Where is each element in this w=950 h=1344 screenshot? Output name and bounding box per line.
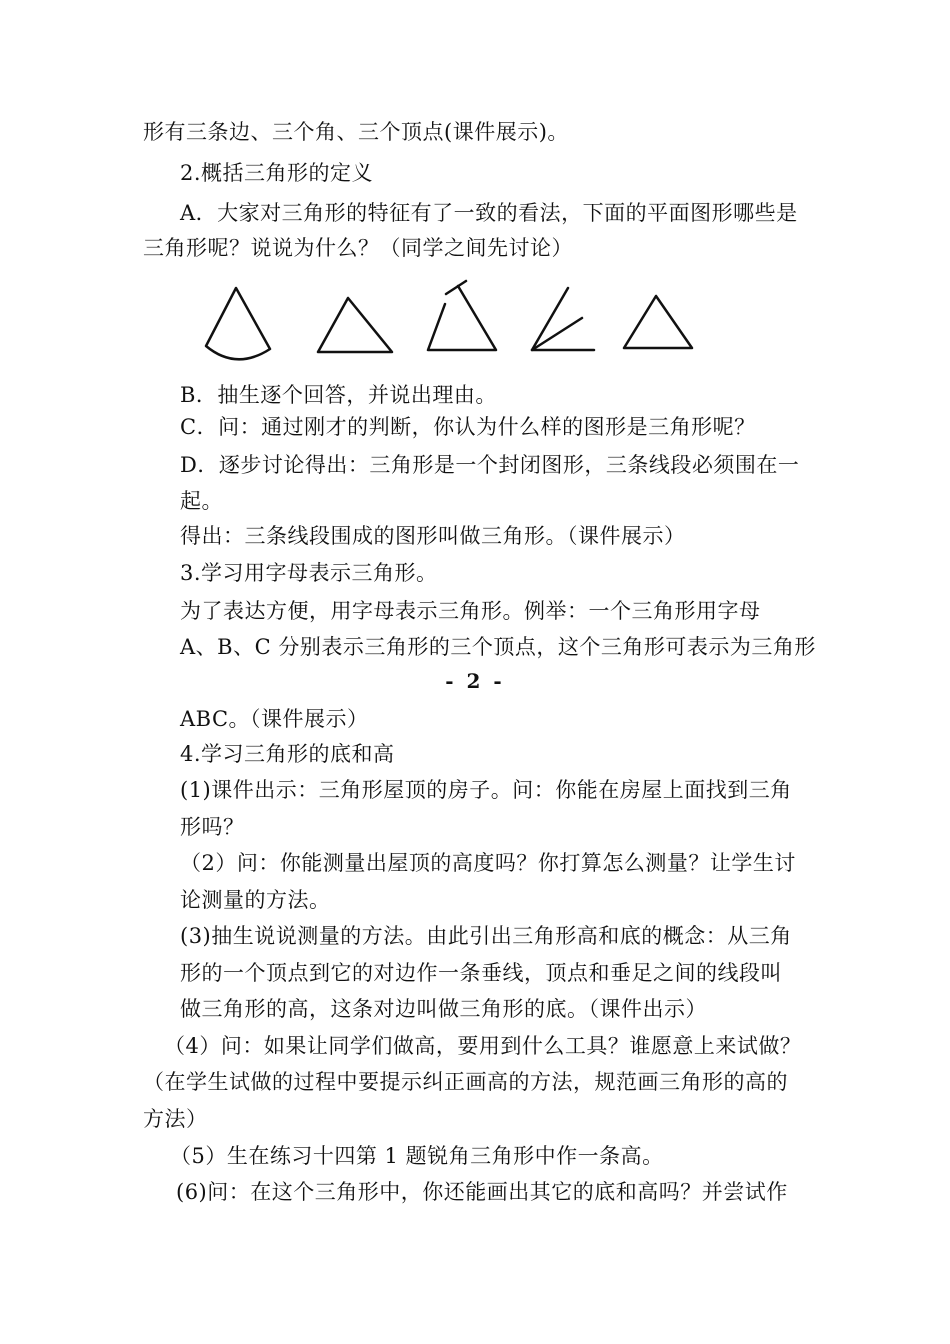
- text-line: 形有三条边、三个角、三个顶点(课件展示)。: [143, 120, 569, 144]
- angle-shape: [532, 288, 594, 350]
- shapes-figure: [196, 276, 706, 366]
- text-line: （2）问：你能测量出屋顶的高度吗？你打算怎么测量？让学生讨: [180, 851, 796, 875]
- text-line: A、B、C 分别表示三角形的三个顶点，这个三角形可表示为三角形: [180, 635, 816, 659]
- section-heading: 2.概括三角形的定义: [180, 161, 374, 185]
- text-line: (6)问：在这个三角形中，你还能画出其它的底和高吗？并尝试作: [176, 1180, 788, 1204]
- page-number: - 2 -: [445, 669, 505, 693]
- text-line: 起。: [180, 489, 223, 513]
- text-line: （5）生在练习十四第 1 题锐角三角形中作一条高。: [170, 1144, 664, 1168]
- text-line: （在学生试做的过程中要提示纠正画高的方法，规范画三角形的高的: [143, 1070, 788, 1094]
- text-line: 得出：三条线段围成的图形叫做三角形。（课件展示）: [180, 524, 686, 548]
- text-line: 做三角形的高，这条对边叫做三角形的底。（课件出示）: [180, 997, 707, 1021]
- sector-shape: [206, 288, 270, 359]
- text-line: D．逐步讨论得出：三角形是一个封闭图形，三条线段必须围在一: [180, 453, 800, 477]
- section-heading: 4.学习三角形的底和高: [180, 742, 395, 766]
- text-line: (1)课件出示：三角形屋顶的房子。问：你能在房屋上面找到三角: [180, 778, 792, 802]
- text-line: （4）问：如果让同学们做高，要用到什么工具？谁愿意上来试做？: [164, 1034, 802, 1058]
- text-line: 方法）: [143, 1107, 208, 1131]
- text-line: 为了表达方便，用字母表示三角形。例举：一个三角形用字母: [180, 599, 761, 623]
- text-line: 论测量的方法。: [180, 888, 331, 912]
- triangle-shape: [318, 298, 392, 352]
- open-triangle-shape: [428, 281, 496, 350]
- section-heading: 3.学习用字母表示三角形。: [180, 561, 438, 585]
- text-line: 三角形呢？说说为什么？（同学之间先讨论）: [143, 236, 573, 260]
- triangle-shape: [624, 296, 692, 348]
- text-line: A．大家对三角形的特征有了一致的看法，下面的平面图形哪些是: [180, 201, 798, 225]
- text-line: 形的一个顶点到它的对边作一条垂线，顶点和垂足之间的线段叫: [180, 961, 782, 985]
- text-line: 形吗？: [180, 815, 245, 839]
- text-line: C．问：通过刚才的判断，你认为什么样的图形是三角形呢？: [180, 415, 756, 439]
- text-line: B．抽生逐个回答，并说出理由。: [180, 383, 497, 407]
- text-line: (3)抽生说说测量的方法。由此引出三角形高和底的概念：从三角: [180, 924, 792, 948]
- text-line: ABC。（课件展示）: [180, 707, 369, 731]
